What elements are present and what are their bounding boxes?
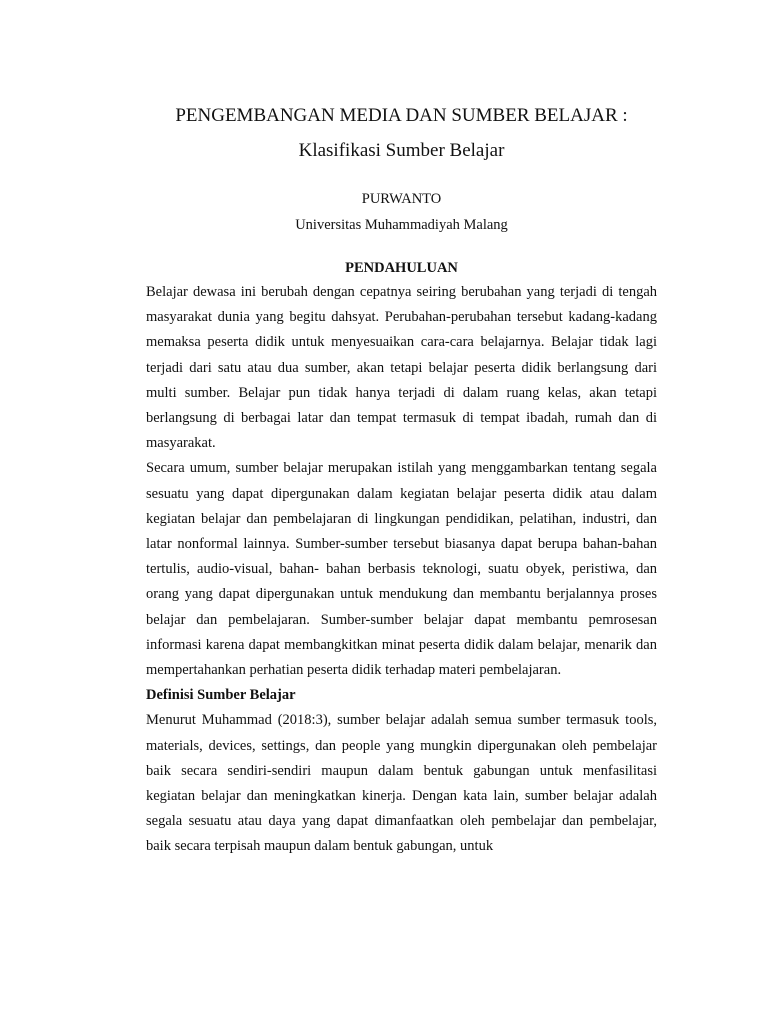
paragraph-introduction: Belajar dewasa ini berubah dengan cepatnya seiring berubahan yang terjadi di tengah masyarakat dunia yang begitu dahsyat. Perubahan-perubahan tersebut kadang-kadang memaksa peserta didik untuk menyesuaikan cara-cara belajarnya. Belajar tidak lagi terjadi dari satu atau dua sumber, akan tetapi belajar peserta didik berlangsung dari multi sumber. Belajar pun tidak hanya terjadi di dalam ruang kelas, akan tetapi berlangsung di berbagai latar dan tempat termasuk di tempat ibadah, rumah dan di masyarakat. (146, 284, 657, 452)
paper-title: PENGEMBANGAN MEDIA DAN SUMBER BELAJAR : (175, 105, 628, 126)
subsection-heading: Definisi Sumber Belajar (146, 687, 296, 704)
author-name: PURWANTO (361, 191, 442, 207)
paper-subtitle: Klasifikasi Sumber Belajar (298, 140, 505, 161)
section-heading: PENDAHULUAN (345, 260, 458, 276)
paragraph-definition: Menurut Muhammad (2018:3), sumber belajar adalah semua sumber termasuk tools, materials, devices, settings, dan people yang mungkin dipergunakan oleh pembelajar baik secara sendiri-sendiri maupun dalam bentuk gabungan untuk menfasilitasi kegiatan belajar dan meningkatkan kinerja. Dengan kata lain, sumber belajar adalah segala sesuatu atau daya yang dapat dimanfaatkan oleh pembelajar dan pembelajar, baik secara terpisah maupun dalam bentuk gabungan, untuk (146, 712, 657, 855)
paragraph-general-definition: Secara umum, sumber belajar merupakan istilah yang menggambarkan tentang segala sesuatu yang dapat dipergunakan dalam kegiatan belajar peserta didik atau dalam kegiatan belajar dan pembelajaran di lingkungan pendidikan, pelatihan, industri, dan latar nonformal lainnya. Sumber-sumber tersebut biasanya dapat berupa bahan-bahan tertulis, audio-visual, bahan- bahan berbasis teknologi, suatu obyek, peristiwa, dan orang yang dapat dipergunakan untuk mendukung dan membantu berjalannya proses belajar dan pembelajaran. Sumber-sumber belajar dapat membantu pemrosesan informasi karena dapat membangkitkan minat peserta didik dalam belajar, menarik dan mempertahankan perhatian peserta didik terhadap materi pembelajaran. (146, 460, 657, 679)
document-page (146, 101, 657, 860)
author-affiliation: Universitas Muhammadiyah Malang (295, 217, 508, 233)
